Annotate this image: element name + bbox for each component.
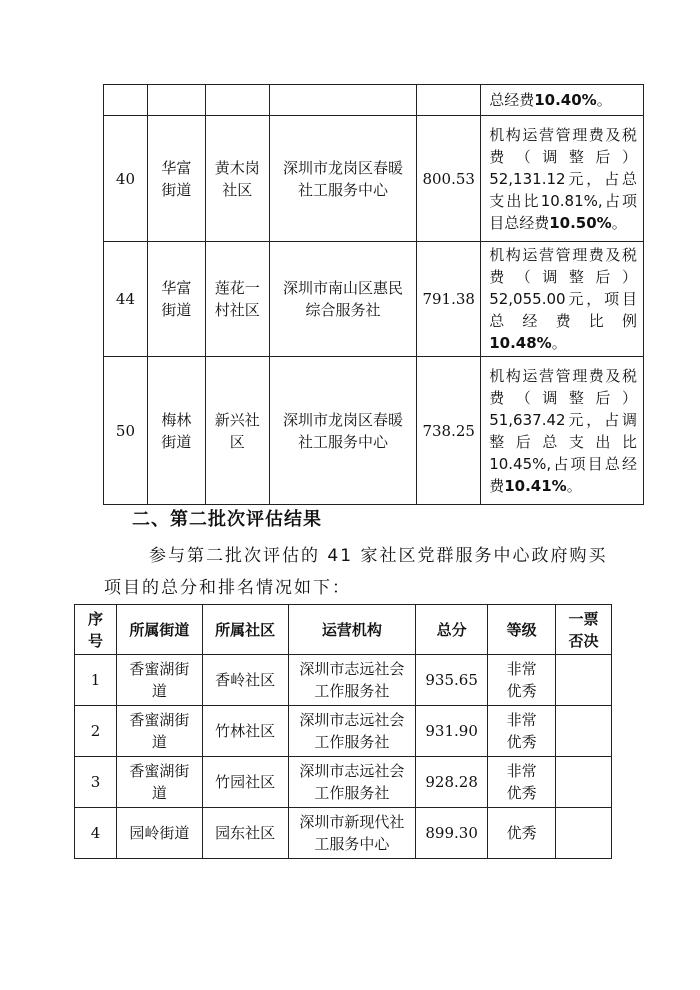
header-veto: 一票否决 xyxy=(556,605,612,655)
section-heading: 二、第二批次评估结果 xyxy=(132,509,322,530)
remark-text: 总经费 xyxy=(489,91,535,109)
remark-percent: 10.40% xyxy=(534,91,597,109)
street-cell: 梅林街道 xyxy=(147,357,205,505)
remark-end: 。 xyxy=(611,213,627,232)
row-number: 3 xyxy=(75,757,117,808)
header-org: 运营机构 xyxy=(288,605,416,655)
street-cell: 华富街道 xyxy=(147,242,205,357)
street-cell: 香蜜湖街道 xyxy=(116,757,202,808)
assessment-table-continued xyxy=(103,84,644,505)
row-number: 50 xyxy=(104,357,148,505)
header-score: 总分 xyxy=(416,605,488,655)
org-cell: 深圳市志远社会工作服务社 xyxy=(288,706,416,757)
header-community: 所属社区 xyxy=(202,605,288,655)
remark-percent: 10.50% xyxy=(549,213,612,232)
street-cell: 园岭街道 xyxy=(116,808,202,859)
table-row xyxy=(75,655,612,706)
community-cell: 黄木岗社区 xyxy=(205,116,269,242)
grade-cell: 优秀 xyxy=(488,808,556,859)
score-cell: 935.65 xyxy=(416,655,488,706)
veto-cell xyxy=(556,808,612,859)
intro-paragraph-line1: 参与第二批次评估的 41 家社区党群服务中心政府购买 xyxy=(149,546,608,566)
row-number: 44 xyxy=(104,242,148,357)
community-cell: 竹园社区 xyxy=(202,757,288,808)
remark-end: 。 xyxy=(566,476,582,495)
table-row xyxy=(104,85,644,116)
header-no: 序号 xyxy=(75,605,117,655)
table-row xyxy=(75,757,612,808)
community-cell: 园东社区 xyxy=(202,808,288,859)
veto-cell xyxy=(556,757,612,808)
community-cell: 新兴社区 xyxy=(205,357,269,505)
row-number: 1 xyxy=(75,655,117,706)
remark-cell xyxy=(481,85,644,116)
org-cell: 深圳市龙岗区春暖社工服务中心 xyxy=(269,357,417,505)
community-cell: 莲花一村社区 xyxy=(205,242,269,357)
score-cell: 899.30 xyxy=(416,808,488,859)
header-grade: 等级 xyxy=(488,605,556,655)
remark-cell xyxy=(481,357,644,505)
remark-end: 。 xyxy=(596,91,612,109)
second-batch-results-table xyxy=(74,604,612,859)
table-row xyxy=(75,706,612,757)
org-cell: 深圳市南山区惠民综合服务社 xyxy=(269,242,417,357)
table-row xyxy=(104,357,644,505)
org-cell: 深圳市新现代社工服务中心 xyxy=(288,808,416,859)
score-cell: 931.90 xyxy=(416,706,488,757)
community-cell: 竹林社区 xyxy=(202,706,288,757)
remark-text: 机构运营管理费及税费（调整后）51,637.42元，占调整后总支出比10.45%,占项目总经费 xyxy=(489,366,637,495)
row-number: 2 xyxy=(75,706,117,757)
score-cell: 800.53 xyxy=(417,116,481,242)
remark-text: 机构运营管理费及税费（调整后）52,055.00元，项目总经费比例 xyxy=(489,246,637,330)
remark-percent: 10.48% xyxy=(489,334,552,352)
grade-cell: 非常优秀 xyxy=(488,655,556,706)
veto-cell xyxy=(556,706,612,757)
street-cell: 香蜜湖街道 xyxy=(116,655,202,706)
score-cell: 928.28 xyxy=(416,757,488,808)
score-cell: 738.25 xyxy=(417,357,481,505)
remark-text: 机构运营管理费及税费（调整后）52,131.12元，占总支出比10.81%,占项目总经费 xyxy=(489,125,637,232)
table-header-row xyxy=(75,605,612,655)
remark-end: 。 xyxy=(551,334,567,352)
org-cell: 深圳市龙岗区春暖社工服务中心 xyxy=(269,116,417,242)
community-cell: 香岭社区 xyxy=(202,655,288,706)
row-number: 4 xyxy=(75,808,117,859)
org-cell: 深圳市志远社会工作服务社 xyxy=(288,655,416,706)
table-row xyxy=(104,242,644,357)
intro-paragraph-line2: 项目的总分和排名情况如下： xyxy=(104,578,351,598)
score-cell: 791.38 xyxy=(417,242,481,357)
row-number: 40 xyxy=(104,116,148,242)
street-cell: 华富街道 xyxy=(147,116,205,242)
header-street: 所属街道 xyxy=(116,605,202,655)
grade-cell: 非常优秀 xyxy=(488,757,556,808)
remark-cell xyxy=(481,116,644,242)
remark-percent: 10.41% xyxy=(504,476,567,495)
table-row xyxy=(104,116,644,242)
veto-cell xyxy=(556,655,612,706)
street-cell: 香蜜湖街道 xyxy=(116,706,202,757)
grade-cell: 非常优秀 xyxy=(488,706,556,757)
remark-cell xyxy=(481,242,644,357)
table-row xyxy=(75,808,612,859)
org-cell: 深圳市志远社会工作服务社 xyxy=(288,757,416,808)
